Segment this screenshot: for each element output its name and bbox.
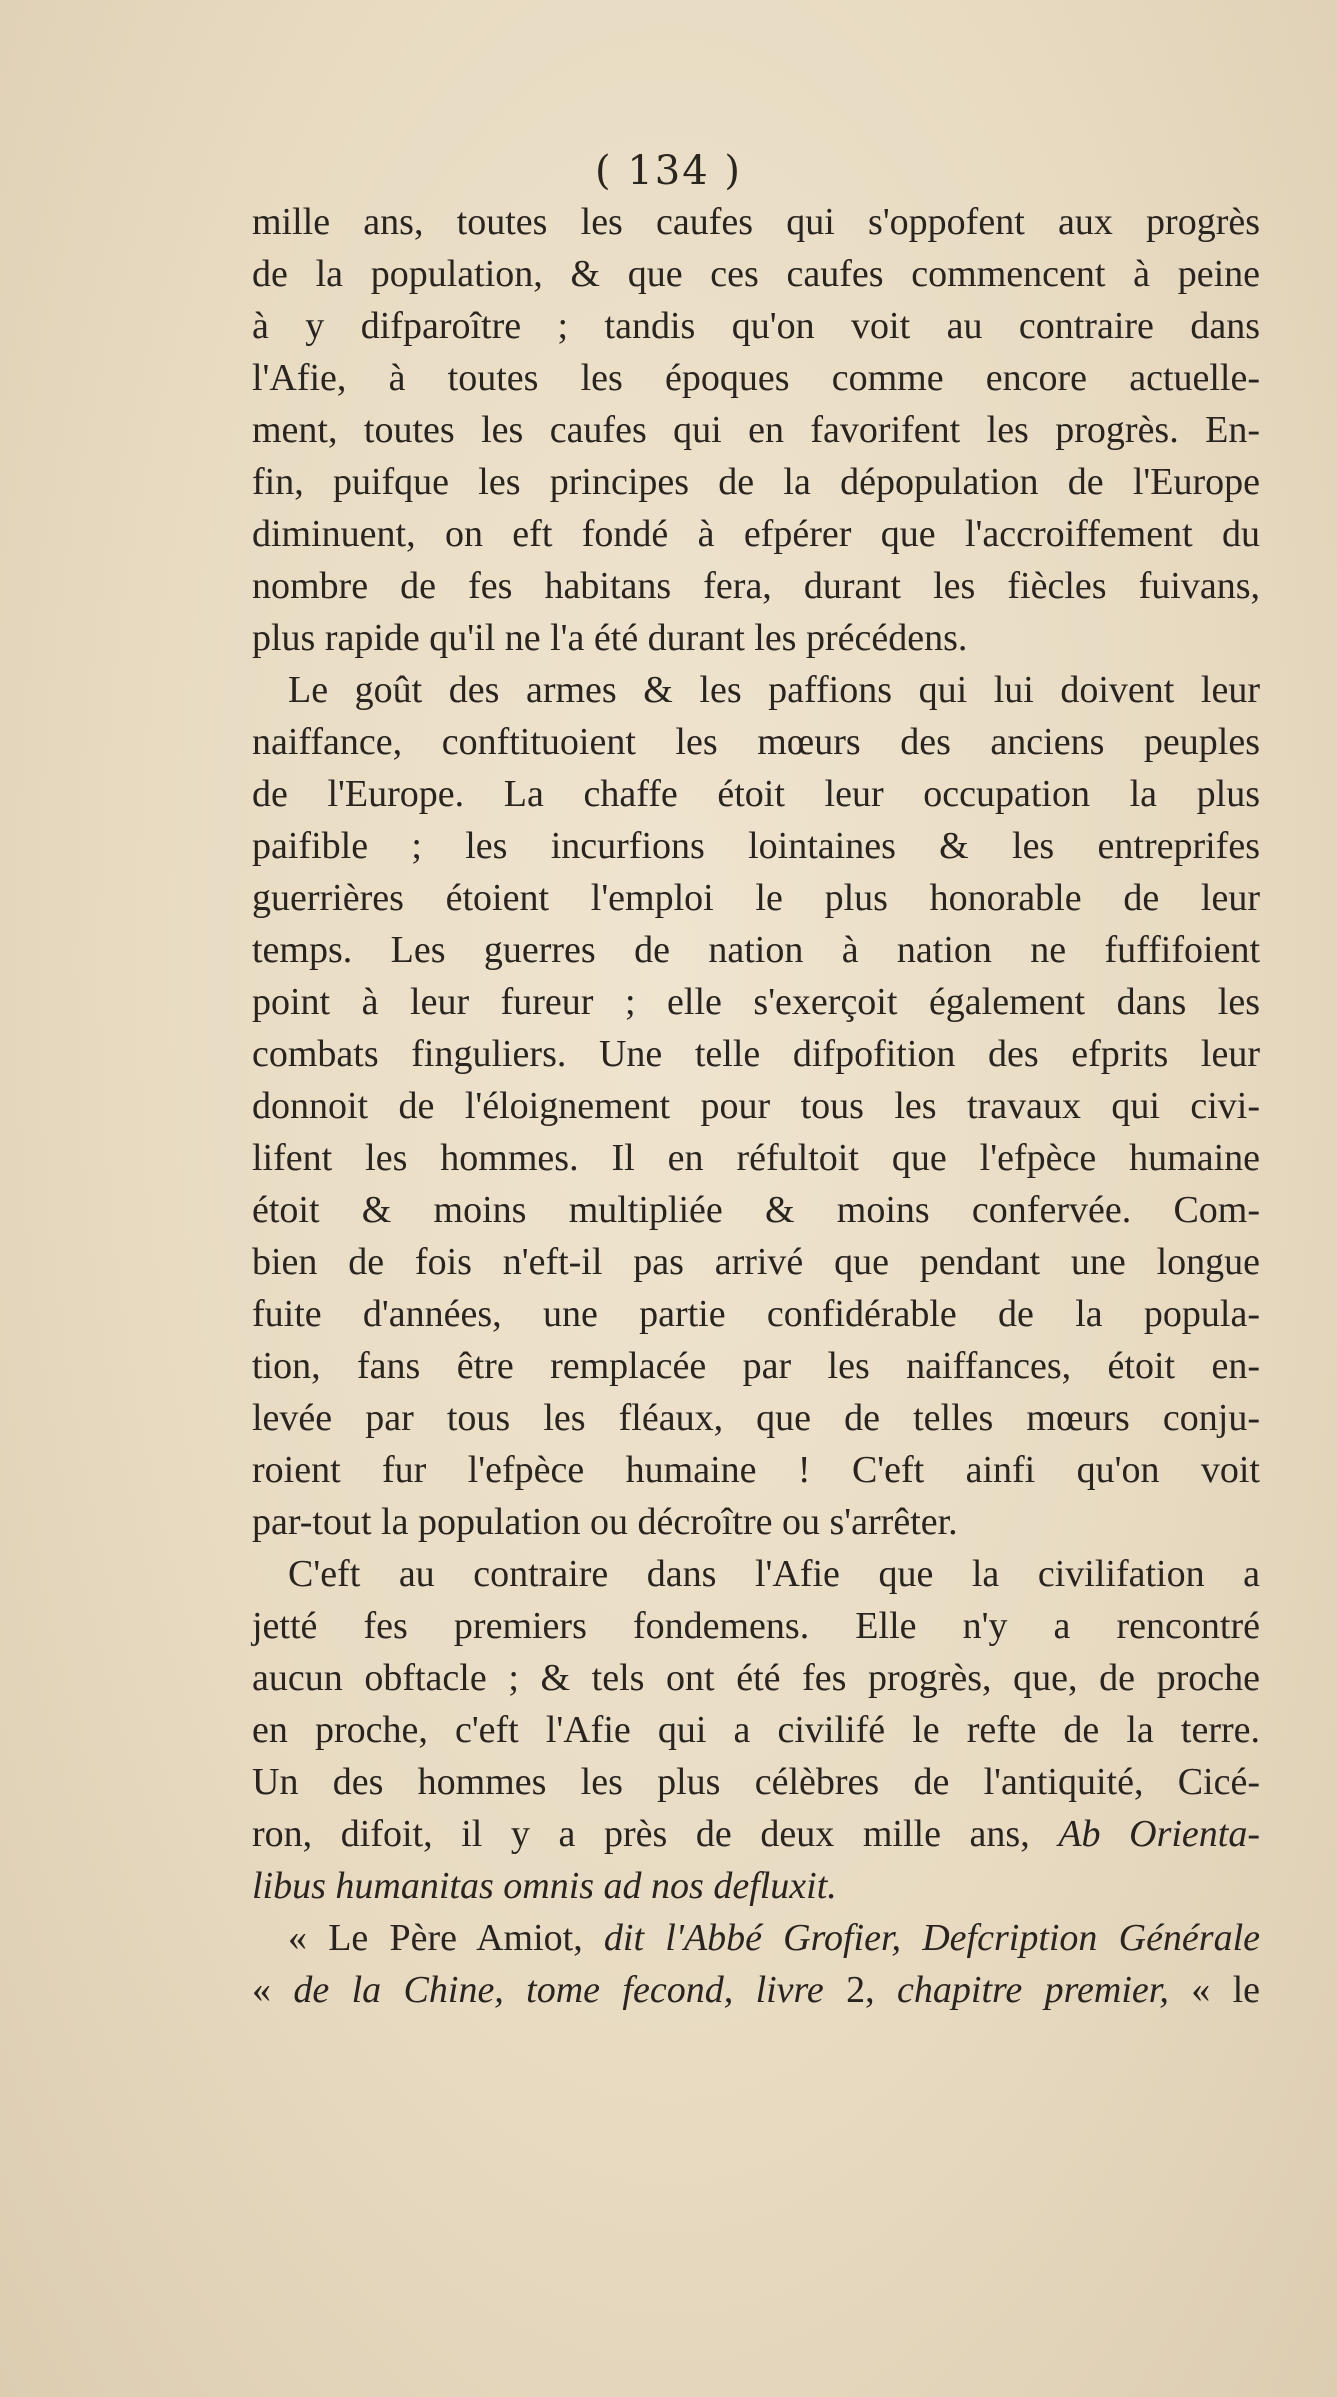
text-segment: « Le Père Amiot, (288, 1917, 583, 1959)
text-line: C'eft au contraire dans l'Afie que la civilifation a (288, 1553, 1260, 1595)
text-line: plus rapide qu'il ne l'a été durant les précédens. (252, 617, 968, 659)
text-line: jetté fes premiers fondemens. Elle n'y a rencontré (252, 1605, 1260, 1647)
text-line: aucun obftacle ; & tels ont été fes progrès, que, de proche (252, 1657, 1260, 1699)
text-segment: « (252, 1969, 271, 2011)
text-line: de la population, & que ces caufes commencent à peine (252, 253, 1260, 295)
citation-italic: de la Chine, tome fecond, livre (293, 1969, 824, 2011)
text-line: levée par tous les fléaux, que de telles mœurs conju- (252, 1397, 1260, 1439)
latin-quote-end: libus humanitas omnis ad nos defluxit. (252, 1865, 837, 1907)
text-line: de l'Europe. La chaffe étoit leur occupation la plus (252, 773, 1260, 815)
citation-italic: chapitre premier, (897, 1969, 1169, 2011)
citation-line (252, 1912, 1260, 1964)
text-line: Un des hommes les plus célèbres de l'antiquité, Cicé- (252, 1761, 1260, 1803)
text-line: lifent les hommes. Il en réfultoit que l'efpèce humaine (252, 1137, 1260, 1179)
text-segment: 2, (846, 1969, 875, 2011)
text-line: tion, fans être remplacée par les naiffances, étoit en- (252, 1345, 1260, 1387)
text-line: par-tout la population ou décroître ou s'arrêter. (252, 1501, 958, 1543)
text-segment: ron, difoit, il y a près de deux mille ans, (252, 1813, 1030, 1855)
text-line: à y difparoître ; tandis qu'on voit au contraire dans (252, 305, 1260, 347)
text-line: Le goût des armes & les paffions qui lui doivent leur (288, 669, 1260, 711)
body-text (252, 196, 1260, 2016)
text-line: temps. Les guerres de nation à nation ne fuffifoient (252, 929, 1260, 971)
text-line: en proche, c'eft l'Afie qui a civilifé le refte de la terre. (252, 1709, 1260, 1751)
text-line: guerrières étoient l'emploi le plus honorable de leur (252, 877, 1260, 919)
text-line: bien de fois n'eft-il pas arrivé que pendant une longue (252, 1241, 1260, 1283)
text-line: l'Afie, à toutes les époques comme encore actuelle- (252, 357, 1260, 399)
text-line: donnoit de l'éloignement pour tous les travaux qui civi- (252, 1085, 1260, 1127)
text-line: point à leur fureur ; elle s'exerçoit également dans les (252, 981, 1260, 1023)
text-line: paifible ; les incurfions lointaines & les entreprifes (252, 825, 1260, 867)
text-segment: « le (1191, 1969, 1261, 2011)
citation-line (252, 1964, 1260, 2016)
text-line: naiffance, conftituoient les mœurs des anciens peuples (252, 721, 1260, 763)
text-line-with-quote (252, 1808, 1260, 1860)
text-line (252, 1860, 1260, 1912)
text-line: nombre de fes habitans fera, durant les fiècles fuivans, (252, 565, 1260, 607)
text-line: fin, puifque les principes de la dépopulation de l'Europe (252, 461, 1260, 503)
latin-quote: Ab Orienta- (1058, 1813, 1260, 1855)
text-line: ment, toutes les caufes qui en favorifent les progrès. En- (252, 409, 1260, 451)
text-line: combats finguliers. Une telle difpofition des efprits leur (252, 1033, 1260, 1075)
text-line: roient fur l'efpèce humaine ! C'eft ainfi qu'on voit (252, 1449, 1260, 1491)
page-number: ( 134 ) (595, 148, 742, 194)
text-line: fuite d'années, une partie confidérable de la popula- (252, 1293, 1260, 1335)
text-line: diminuent, on eft fondé à efpérer que l'accroiffement du (252, 513, 1260, 555)
text-line: étoit & moins multipliée & moins confervée. Com- (252, 1189, 1260, 1231)
text-line: mille ans, toutes les caufes qui s'oppofent aux progrès (252, 201, 1260, 243)
citation-italic: dit l'Abbé Grofier, Defcription Générale (603, 1917, 1261, 1959)
